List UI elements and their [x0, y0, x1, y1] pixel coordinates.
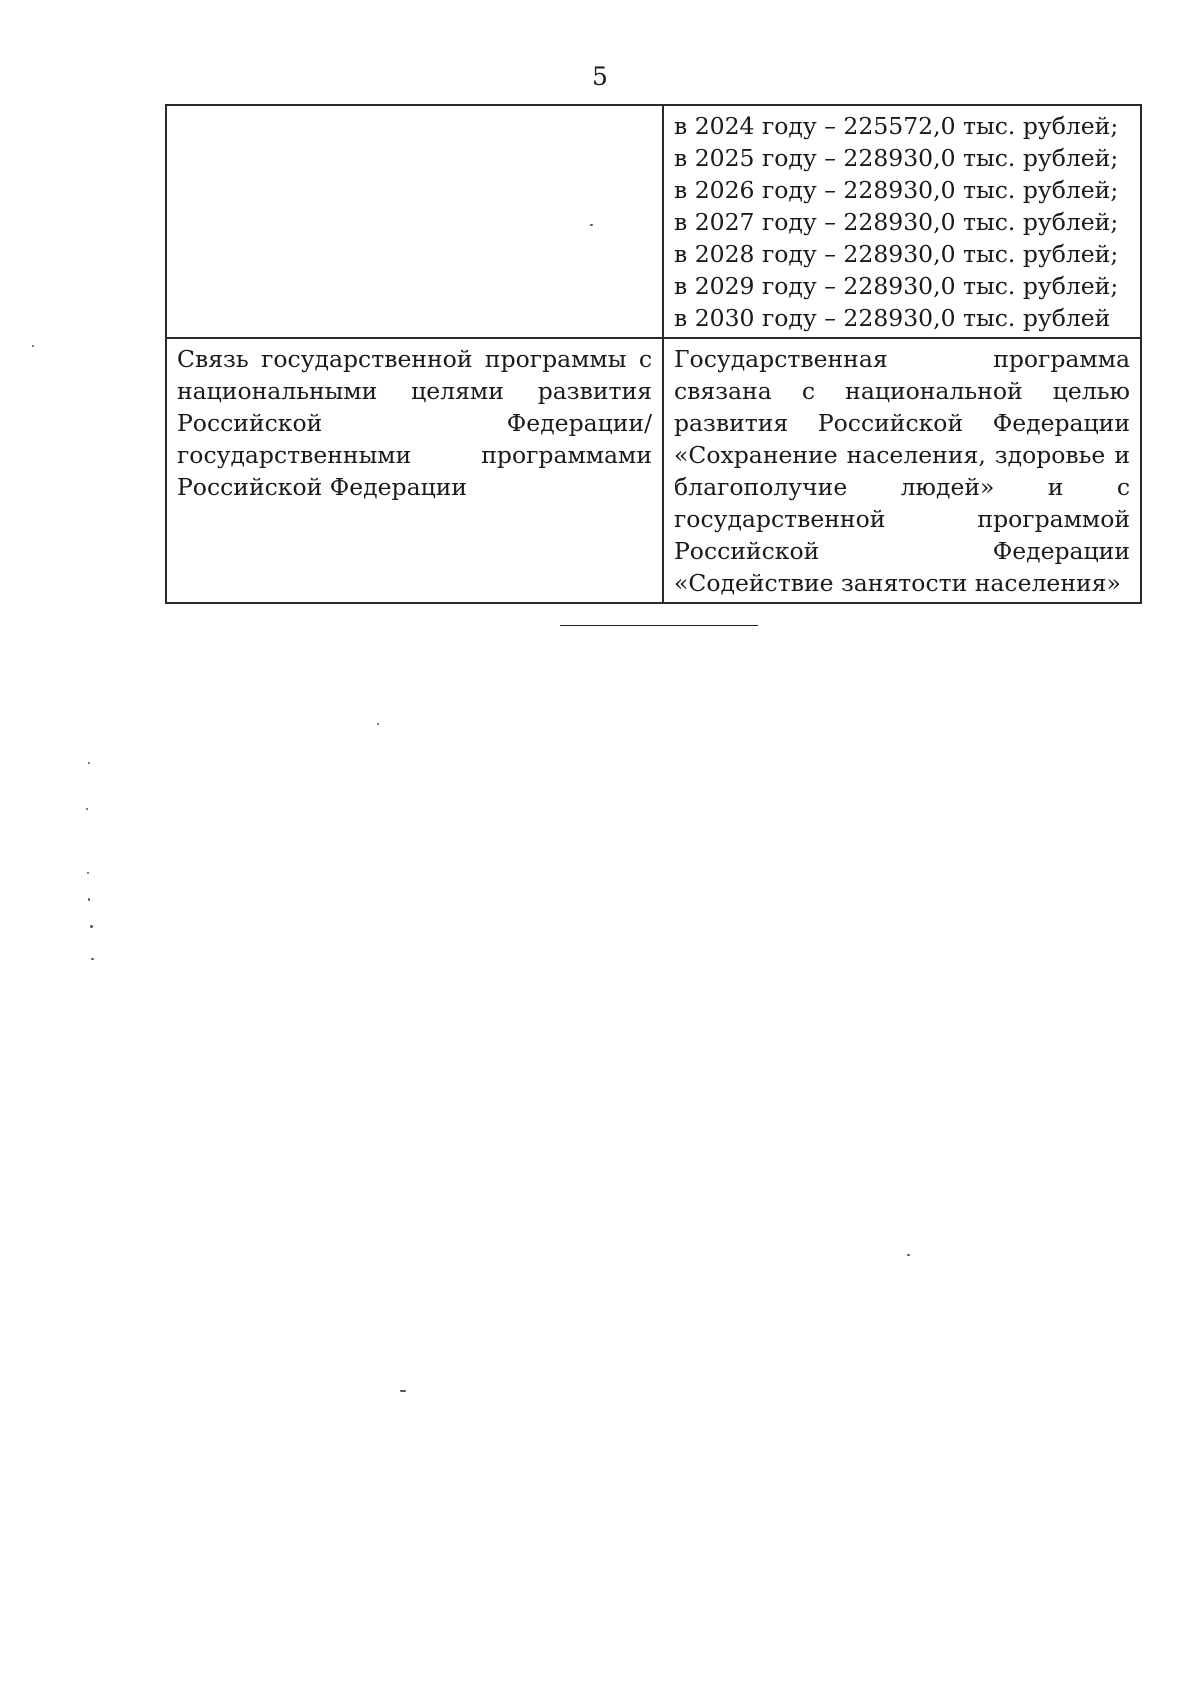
- goals-link-label: Связь государственной программы с национальными целями развития Российской Федерации/государственными программами Российской Федерации: [166, 338, 663, 603]
- scan-speck: [377, 723, 379, 725]
- scan-speck: [907, 1254, 910, 1256]
- funding-line-2029: в 2029 году – 228930,0 тыс. рублей;: [674, 272, 1119, 300]
- goals-link-description: Государственная программа связана с национальной целью развития Российской Федерации «Сохранение населения, здоровье и благополучие людей» и с государственной программой Российской Федерации «Содействие занятости населения»: [663, 338, 1141, 603]
- scan-speck: [86, 808, 88, 810]
- end-of-document-rule: [560, 625, 758, 626]
- funding-line-2027: в 2027 году – 228930,0 тыс. рублей;: [674, 208, 1119, 236]
- table-row: [166, 338, 1141, 603]
- funding-cell: [663, 105, 1141, 338]
- funding-line-2026: в 2026 году – 228930,0 тыс. рублей;: [674, 176, 1119, 204]
- table-cell-left: [166, 105, 663, 338]
- funding-line-2024: в 2024 году – 225572,0 тыс. рублей;: [674, 112, 1119, 140]
- scan-speck: [88, 762, 90, 764]
- passport-table: [165, 104, 1142, 604]
- scan-speck: [91, 958, 94, 960]
- scan-speck: [590, 224, 593, 226]
- scan-speck: [32, 345, 34, 347]
- funding-line-2028: в 2028 году – 228930,0 тыс. рублей;: [674, 240, 1119, 268]
- scan-speck: [400, 1390, 406, 1392]
- table-row: [166, 105, 1141, 338]
- scan-speck: [90, 925, 93, 928]
- scan-speck: [87, 872, 89, 874]
- page-number: 5: [592, 62, 608, 91]
- scan-speck: [88, 898, 90, 901]
- funding-line-2025: в 2025 году – 228930,0 тыс. рублей;: [674, 144, 1119, 172]
- funding-line-2030: в 2030 году – 228930,0 тыс. рублей: [674, 304, 1111, 332]
